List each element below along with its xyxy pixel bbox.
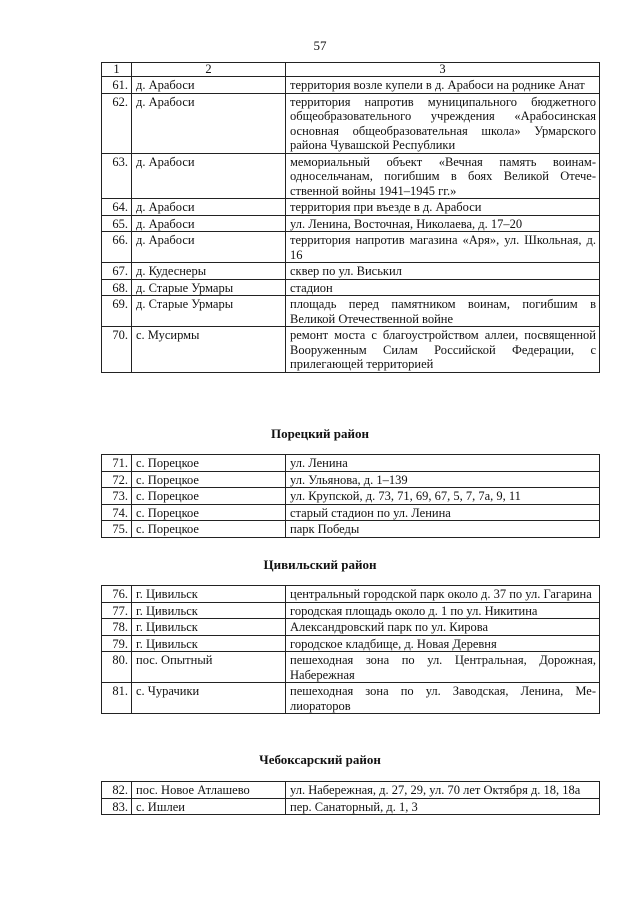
table-row [102,652,600,683]
location-cell: Александровский парк по ул. Кирова [286,619,600,636]
table-row [102,279,600,296]
section-title: Чебоксарский район [259,752,381,767]
main-table [101,62,600,373]
settlement-cell: д. Арабоси [132,199,286,216]
table-row [102,93,600,153]
location-cell: мемориальный объект «Вечная память воинам-односельчанам, погибшим в боях Великой Отечественной войны 1941–1945 гг.» [286,153,600,199]
table-row [102,602,600,619]
row-number: 78. [102,619,132,636]
settlement-cell: д. Старые Урмары [132,279,286,296]
table-row [102,504,600,521]
table-row [102,798,600,815]
row-number: 77. [102,602,132,619]
settlement-cell: г. Цивильск [132,602,286,619]
settlement-cell: с. Порецкое [132,521,286,538]
location-cell: сквер по ул. Виськил [286,263,600,280]
location-cell: центральный городской парк около д. 37 по ул. Гагарина [286,586,600,603]
table-row [102,327,600,373]
table-header-row [102,63,600,77]
row-number: 70. [102,327,132,373]
row-number: 66. [102,232,132,263]
table-row [102,782,600,799]
table-row [102,455,600,472]
row-number: 62. [102,93,132,153]
settlement-cell: г. Цивильск [132,619,286,636]
settlement-cell: с. Порецкое [132,455,286,472]
page-number: 57 [313,38,327,53]
location-cell: территория при въезде в д. Арабоси [286,199,600,216]
table-row [102,683,600,714]
location-cell: ул. Крупской, д. 73, 71, 69, 67, 5, 7, 7а, 9, 11 [286,488,600,505]
settlement-cell: г. Цивильск [132,586,286,603]
settlement-cell: г. Цивильск [132,635,286,652]
settlement-cell: с. Порецкое [132,504,286,521]
row-number: 71. [102,455,132,472]
settlement-cell: д. Арабоси [132,93,286,153]
section-table [101,454,600,538]
column-header: 2 [132,63,286,77]
table-row [102,488,600,505]
settlement-cell: д. Арабоси [132,77,286,94]
table-row [102,199,600,216]
table-row [102,77,600,94]
location-cell: площадь перед памятником воинам, погибшим в Великой Отечественной войне [286,296,600,327]
table-row [102,263,600,280]
location-cell: городская площадь около д. 1 по ул. Никитина [286,602,600,619]
settlement-cell: с. Порецкое [132,488,286,505]
row-number: 65. [102,215,132,232]
settlement-cell: пос. Опытный [132,652,286,683]
table-row [102,215,600,232]
row-number: 74. [102,504,132,521]
row-number: 73. [102,488,132,505]
row-number: 81. [102,683,132,714]
section-title: Порецкий район [270,426,370,441]
table-row [102,153,600,199]
row-number: 61. [102,77,132,94]
row-number: 64. [102,199,132,216]
location-cell: территория возле купели в д. Арабоси на роднике Анат [286,77,600,94]
location-cell: стадион [286,279,600,296]
row-number: 63. [102,153,132,199]
table-row [102,296,600,327]
table-row [102,619,600,636]
table-row [102,521,600,538]
settlement-cell: д. Арабоси [132,153,286,199]
column-header: 3 [286,63,600,77]
location-cell: парк Победы [286,521,600,538]
row-number: 72. [102,471,132,488]
location-cell: ремонт моста с благоустройством аллеи, посвященной Вооруженным Силам Российской Федерации, с прилегающей территорией [286,327,600,373]
location-cell: ул. Набережная, д. 27, 29, ул. 70 лет Октября д. 18, 18а [286,782,600,799]
row-number: 67. [102,263,132,280]
location-cell: пешеходная зона по ул. Заводская, Ленина, Мелиораторов [286,683,600,714]
location-cell: пешеходная зона по ул. Центральная, Дорожная, Набережная [286,652,600,683]
row-number: 75. [102,521,132,538]
location-cell: территория напротив муниципального бюджетного общеобразовательного учреждения «Арабосинская основная общеобразовательная школа» Урмарского района Чувашской Республики [286,93,600,153]
location-cell: пер. Санаторный, д. 1, 3 [286,798,600,815]
row-number: 68. [102,279,132,296]
settlement-cell: д. Старые Урмары [132,296,286,327]
settlement-cell: д. Арабоси [132,232,286,263]
row-number: 83. [102,798,132,815]
location-cell: старый стадион по ул. Ленина [286,504,600,521]
settlement-cell: с. Мусирмы [132,327,286,373]
table-row [102,232,600,263]
section-table [101,585,600,714]
section-table [101,781,600,815]
settlement-cell: пос. Новое Атлашево [132,782,286,799]
location-cell: ул. Ульянова, д. 1–139 [286,471,600,488]
table-row [102,635,600,652]
settlement-cell: с. Ишлеи [132,798,286,815]
location-cell: территория напротив магазина «Аря», ул. Школьная, д. 16 [286,232,600,263]
settlement-cell: с. Порецкое [132,471,286,488]
location-cell: ул. Ленина [286,455,600,472]
settlement-cell: д. Кудеснеры [132,263,286,280]
location-cell: ул. Ленина, Восточная, Николаева, д. 17–20 [286,215,600,232]
row-number: 79. [102,635,132,652]
row-number: 82. [102,782,132,799]
row-number: 76. [102,586,132,603]
location-cell: городское кладбище, д. Новая Деревня [286,635,600,652]
settlement-cell: д. Арабоси [132,215,286,232]
row-number: 80. [102,652,132,683]
table-row [102,586,600,603]
table-row [102,471,600,488]
section-title: Цивильский район [263,557,377,572]
settlement-cell: с. Чурачики [132,683,286,714]
column-header: 1 [102,63,132,77]
row-number: 69. [102,296,132,327]
